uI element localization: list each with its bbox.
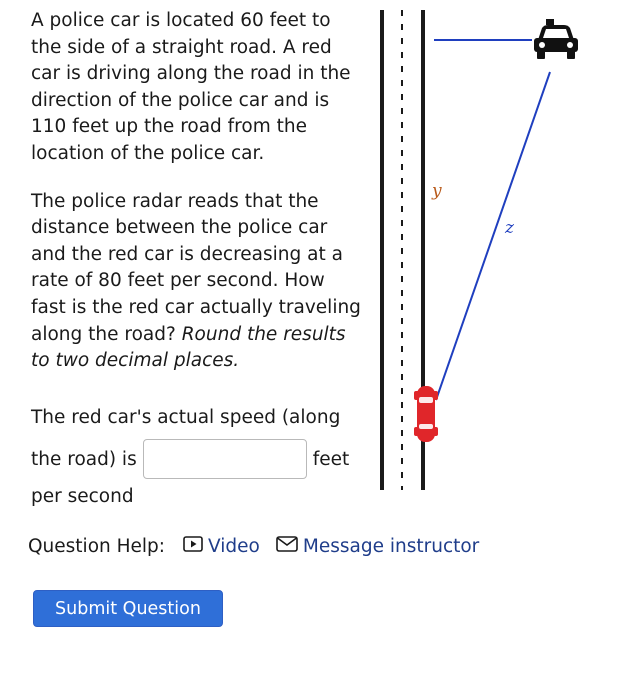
red-car-icon [414, 386, 438, 442]
video-link-label: Video [208, 536, 260, 557]
video-link[interactable] [183, 536, 260, 557]
message-instructor-label: Message instructor [302, 536, 480, 557]
police-car-icon [534, 19, 578, 59]
problem-paragraph-2 [31, 189, 361, 375]
submit-question-button[interactable]: Submit Question [33, 590, 223, 627]
road-diagram [370, 0, 630, 500]
rounding-instruction: Round the results to two decimal places. [31, 323, 346, 372]
answer-area [31, 400, 371, 512]
problem-text [31, 8, 361, 396]
answer-unit-line-2: per second [31, 486, 134, 507]
answer-row [31, 436, 371, 482]
question-help [28, 536, 479, 557]
hypotenuse-z-line [436, 72, 550, 400]
question-help-label: Question Help: [28, 536, 166, 557]
problem-question: The police radar reads that the distance between the police car and the red car is decreasing at a rate of 80 feet per second. How fast is the red car actually traveling along the road? [31, 190, 361, 345]
message-instructor-link[interactable] [276, 536, 479, 557]
answer-input[interactable] [143, 439, 307, 479]
answer-unit: feet [312, 448, 350, 470]
problem-paragraph-1: A police car is located 60 feet to the side of a straight road. A red car is driving along the road in the direction of the police car and is 110 feet up the road from the location of the police car. [31, 10, 351, 164]
video-icon [183, 536, 203, 557]
answer-prompt-line-2: the road) is [31, 448, 137, 470]
label-z: z [505, 218, 514, 238]
label-y: y [432, 181, 442, 201]
answer-prompt-line-1: The red car's actual speed (along [31, 407, 341, 428]
envelope-icon [276, 536, 298, 557]
